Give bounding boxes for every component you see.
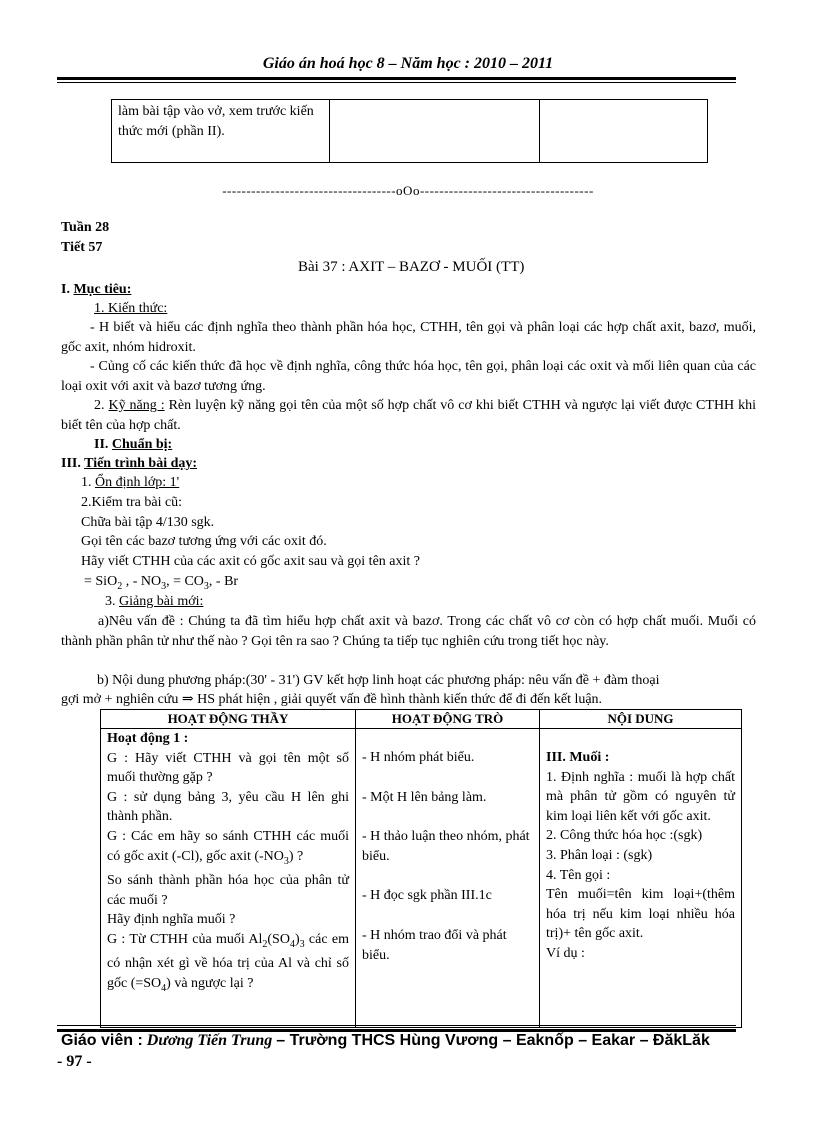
teacher-step: So sánh thành phần hóa học của phân tử các muối ? <box>107 872 349 908</box>
content-item: 1. Định nghĩa : muối là hợp chất mà phân tử gồm có nguyên tử kim loại liên kết với gốc axit. <box>546 769 735 824</box>
lesson-title: Bài 37 : AXIT – BAZƠ - MUỐI (TT) <box>298 259 525 275</box>
table-row <box>101 729 742 1028</box>
content-heading: III. Muối : <box>546 750 610 765</box>
teacher-activity-cell <box>101 729 356 1028</box>
procedure-step-2-b: Gọi tên các bazơ tương ứng với các oxit đó. <box>81 534 327 549</box>
column-header-content: NỘI DUNG <box>540 710 742 729</box>
page-number: - 97 - <box>57 1053 92 1070</box>
page-footer <box>61 1032 710 1050</box>
procedure-step-3 <box>105 592 800 612</box>
content-cell <box>540 729 742 1028</box>
skill-number: 2. <box>94 398 105 413</box>
content-item: Tên muối=tên kim loại+(thêm hóa trị nếu kim loại nhiều hóa trị)+ tên gốc axit. <box>546 887 735 942</box>
knowledge-item-1: - H biết và hiểu các định nghĩa theo thành phần hóa học, CTHH, tên gọi và phân loại các hợp chất axit, bazơ, muối, gốc axit, nhóm hidroxit. <box>61 320 756 355</box>
heading-text: Chuẩn bị: <box>111 437 173 452</box>
step-number: 3. <box>105 594 116 609</box>
table-cell <box>330 100 540 163</box>
teacher-step: G : Từ CTHH của muối $Al_2(SO_4)_3$ các em có nhận xét gì về hóa trị của Al và chỉ số gốc $(=SO_4)$ và ngược lại ? <box>107 931 349 994</box>
procedure-step-2-c: Hãy viết CTHH của các axit có gốc axit sau và gọi tên axit ? <box>81 554 420 569</box>
procedure-step-1 <box>81 473 776 493</box>
knowledge-label <box>94 299 789 319</box>
heading-number: I. <box>61 282 70 297</box>
table-cell: làm bài tập vào vở, xem trước kiến thức mới (phần II). <box>112 100 330 163</box>
column-header-student: HOẠT ĐỘNG TRÒ <box>356 710 540 729</box>
period-label: Tiết 57 <box>61 240 103 255</box>
step-text: Giảng bài mới: <box>119 594 204 609</box>
skill-text: Rèn luyện kỹ năng gọi tên của một số hợp chất vô cơ khi biết CTHH và ngược lại viết được CTHH khi biết tên của hợp chất. <box>61 398 757 433</box>
objectives-heading <box>61 280 756 300</box>
knowledge-item-2: - Củng cố các kiến thức đã học về định nghĩa, công thức hóa học, tên gọi, phân loại các oxit và mối liên quan của các loại oxit với axit và bazơ tương ứng. <box>61 359 756 394</box>
procedure-step-2: 2.Kiểm tra bài cũ: <box>81 495 183 510</box>
teacher-step: Hãy định nghĩa muối ? <box>107 912 236 928</box>
content-item: 4. Tên gọi : <box>546 867 611 883</box>
header-rule-thick <box>57 77 736 80</box>
method-line-1: b) Nội dung phương pháp:(30' - 31') GV kết hợp linh hoạt các phương pháp: nêu vấn đề + đàm thoại <box>97 673 660 688</box>
knowledge-label-text: 1. Kiến thức: <box>94 301 168 316</box>
procedure-heading <box>61 454 756 474</box>
heading-number: II. <box>94 437 109 452</box>
content-item: 3. Phân loại : (sgk) <box>546 847 653 863</box>
teacher-label: Giáo viên : <box>61 1032 143 1049</box>
student-step: - H đọc sgk phần III.1c <box>362 888 492 904</box>
heading-number: III. <box>61 456 81 471</box>
student-step: - H nhóm trao đổi và phát biểu. <box>362 927 507 963</box>
teacher-step: G : Các em hãy so sánh CTHH các muối có gốc axit (-Cl), gốc axit $(-NO_3)$ ? <box>107 828 349 867</box>
table-cell <box>540 100 708 163</box>
page-header-title: Giáo án hoá học 8 – Năm học : 2010 – 2011 <box>262 55 554 72</box>
procedure-step-2-d: = SiO$_2$ , - $NO_3$, = $CO_3$, - Br <box>84 574 239 592</box>
header-rule-thin <box>57 82 736 83</box>
teacher-step: G : Hãy viết CTHH và gọi tên một số muối thường gặp ? <box>107 750 349 786</box>
teacher-step: G : sử dụng bảng 3, yêu cầu H lên ghi thành phần. <box>107 789 349 825</box>
activity-title: Hoạt động 1 : <box>107 731 189 746</box>
school-info: – Trường THCS Hùng Vương – Eaknốp – Eakar – ĐăkLăk <box>276 1032 710 1049</box>
student-activity-cell <box>356 729 540 1028</box>
procedure-step-2-a: Chữa bài tập 4/130 sgk. <box>81 515 215 530</box>
skills-paragraph <box>61 396 756 435</box>
previous-lesson-table <box>111 99 708 163</box>
student-step: - H nhóm phát biểu. <box>362 750 475 765</box>
preparation-heading <box>94 435 789 455</box>
step-number: 1. <box>81 475 92 490</box>
student-step: - Một H lên bảng làm. <box>362 789 487 805</box>
table-header-row <box>101 710 742 729</box>
student-step: - H thảo luận theo nhóm, phát biểu. <box>362 829 530 864</box>
content-item: Ví dụ : <box>546 945 585 961</box>
step-text: Ổn định lớp: 1' <box>95 475 180 490</box>
content-item: 2. Công thức hóa học :(sgk) <box>546 828 703 844</box>
heading-text: Tiến trình bài dạy: <box>84 456 198 471</box>
heading-text: Mục tiêu: <box>73 282 132 297</box>
activity-table <box>100 709 742 1028</box>
footer-rule-thin <box>57 1025 736 1026</box>
section-divider: ------------------------------------oOo------------------------------------ <box>222 183 594 198</box>
column-header-teacher: HOẠT ĐỘNG THẦY <box>101 710 356 729</box>
method-line-2: gợi mở + nghiên cứu ⇒ HS phát hiện , giải quyết vấn đề hình thành kiến thức để đi đến kết luận. <box>61 692 603 707</box>
table-row <box>112 100 708 163</box>
skill-label: Kỹ năng : <box>108 398 165 413</box>
problem-statement: a)Nêu vấn đề : Chúng ta đã tìm hiểu hợp chất axit và bazơ. Trong các chất vô cơ còn có hợp chất muối. Muối có thành phần phân tử như thế nào ? Gọi tên ra sao ? Chúng ta tiếp tục nghiên cứu trong tiết học này. <box>61 614 756 649</box>
teacher-name: Dương Tiến Trung <box>146 1032 273 1049</box>
week-label: Tuần 28 <box>61 220 110 235</box>
